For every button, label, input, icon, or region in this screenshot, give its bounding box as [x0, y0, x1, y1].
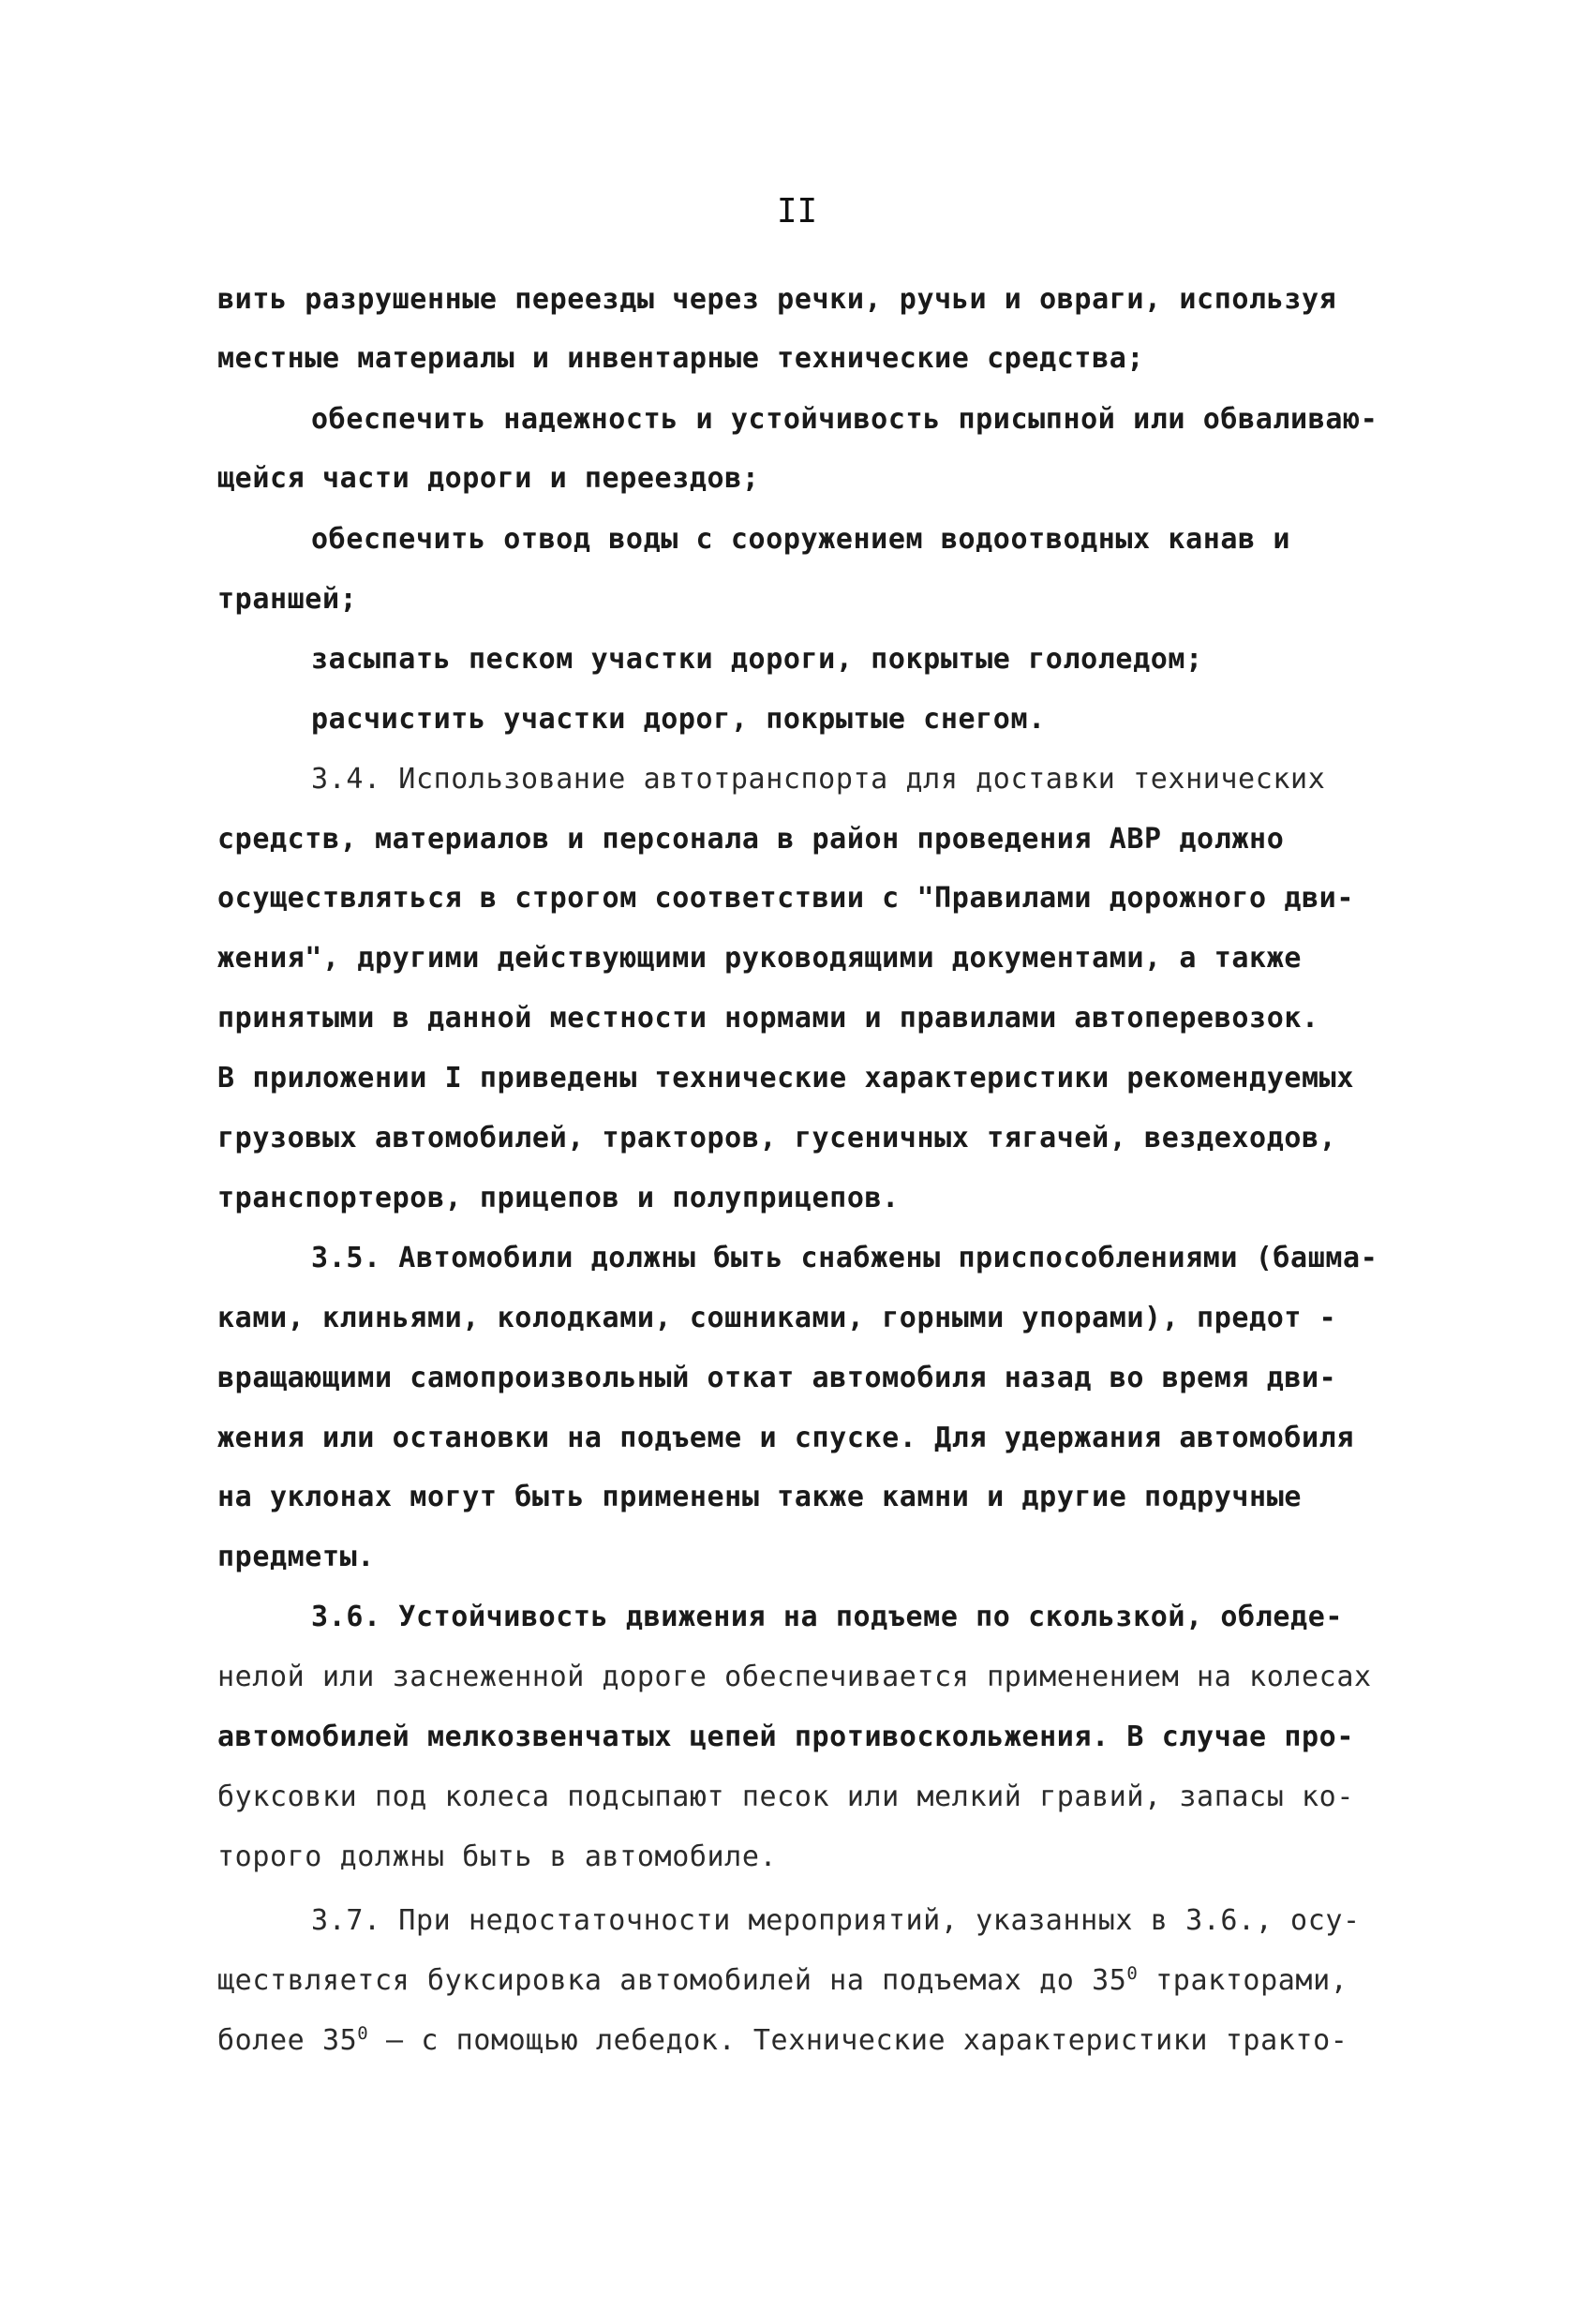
text-line-with-degree — [217, 2022, 1348, 2060]
text-line: 3.7. При недостаточности мероприятий, указанных в 3.6., осу- — [311, 1904, 1361, 1937]
page-number: II — [776, 192, 818, 231]
text-line: вить разрушенные переезды через речки, ручьи и овраги, используя — [217, 283, 1337, 316]
text-line-with-degree — [217, 1962, 1348, 2000]
text-line: средств, материалов и персонала в район проведения АВР должно — [217, 823, 1285, 856]
text-line: принятыми в данной местности нормами и правилами автоперевозок. — [217, 1002, 1319, 1035]
text-line: местные материалы и инвентарные технические средства; — [217, 342, 1145, 375]
text-line: автомобилей мелкозвенчатых цепей противоскольжения. В случае про- — [217, 1721, 1354, 1753]
text-fragment: более 35 — [217, 2024, 358, 2057]
text-line: обеспечить надежность и устойчивость присыпной или обваливаю- — [311, 403, 1378, 436]
text-line: 3.4. Использование автотранспорта для доставки технических — [311, 763, 1326, 796]
text-fragment: тракторами, — [1138, 1964, 1348, 1997]
text-line: расчистить участки дорог, покрытые снегом. — [311, 703, 1046, 736]
text-line: предметы. — [217, 1541, 375, 1573]
text-line: засыпать песком участки дороги, покрытые гололедом; — [311, 643, 1203, 676]
text-line: осуществляться в строгом соответствии с "Правилами дорожного дви- — [217, 882, 1354, 915]
text-line: грузовых автомобилей, тракторов, гусеничных тягачей, вездеходов, — [217, 1122, 1337, 1155]
text-line: 3.6. Устойчивость движения на подъеме по скользкой, обледе- — [311, 1601, 1344, 1633]
text-line: торого должны быть в автомобиле. — [217, 1840, 778, 1873]
text-line: буксовки под колеса подсыпают песок или мелкий гравий, запасы ко- — [217, 1780, 1354, 1813]
text-line: на уклонах могут быть применены также камни и другие подручные — [217, 1481, 1303, 1513]
text-line: транспортеров, прицепов и полуприцепов. — [217, 1182, 900, 1214]
degree-superscript: 0 — [1126, 1963, 1139, 1984]
text-line: жения", другими действующими руководящими документами, а также — [217, 942, 1303, 975]
text-fragment: – с помощью лебедок. Технические характеристики тракто- — [368, 2024, 1348, 2057]
text-line: обеспечить отвод воды с сооружением водоотводных канав и — [311, 523, 1291, 556]
text-line: ками, клиньями, колодками, сошниками, горными упорами), предот - — [217, 1302, 1337, 1334]
text-line: щейся части дороги и переездов; — [217, 462, 760, 495]
text-line: траншей; — [217, 583, 358, 616]
text-line: В приложении I приведены технические характеристики рекомендуемых — [217, 1062, 1354, 1095]
text-fragment: ществляется буксировка автомобилей на подъемах до 35 — [217, 1964, 1127, 1997]
text-line: нелой или заснеженной дороге обеспечивается применением на колесах — [217, 1661, 1372, 1693]
text-line: 3.5. Автомобили должны быть снабжены приспособлениями (башма- — [311, 1242, 1378, 1274]
text-line: жения или остановки на подъеме и спуске. Для удержания автомобиля — [217, 1422, 1354, 1454]
degree-superscript: 0 — [357, 2023, 369, 2044]
text-line: вращающими самопроизвольный откат автомобиля назад во время дви- — [217, 1362, 1337, 1394]
